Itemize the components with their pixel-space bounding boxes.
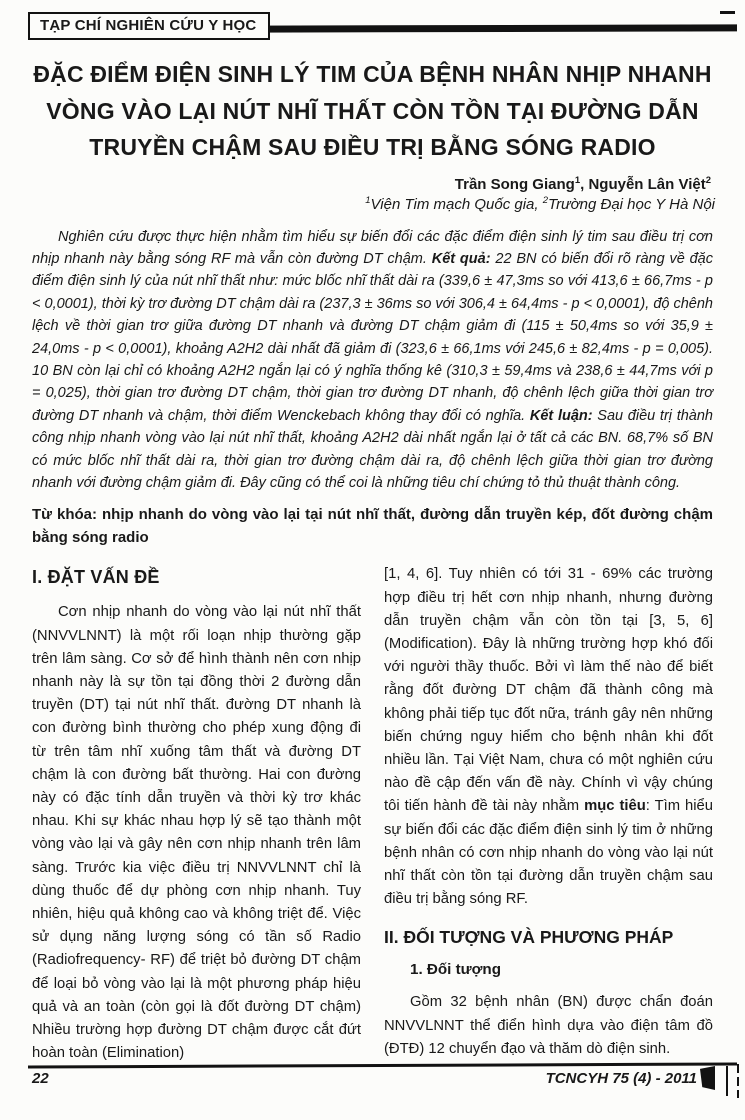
- affiliation-line: [30, 196, 715, 213]
- article-title: [30, 56, 715, 166]
- scan-artifact-edge-mark-2: [737, 1064, 740, 1098]
- affiliation-1: Viện Tim mạch Quốc gia,: [370, 195, 543, 213]
- author-2: Nguyễn Lân Việt: [588, 175, 706, 193]
- affiliation-1-superscript: 1: [365, 194, 371, 206]
- section-2-heading: II. ĐỐI TƯỢNG VÀ PHƯƠNG PHÁP: [384, 927, 674, 948]
- section-2-subheading-1: 1. Đối tượng: [410, 961, 501, 979]
- author-2-superscript: 2: [705, 174, 711, 186]
- page-number: 22: [32, 1070, 49, 1087]
- abstract-conclusion: Sau điều trị thành công nhịp nhanh vòng vào lại nút nhĩ thất, khoảng A2H2 dài nhất ngắn lại ở tất cả các BN. 68,7% số BN có mức blốc nhĩ thất dài ra, thời gian trơ đường chậm dài ra, độ chênh lệch giữa thời gian trơ đường nhanh với đường chậm giảm đi. Đây cũng có thể coi là những tiêu chí chứng tỏ thủ thuật thành công.: [32, 407, 713, 491]
- author-1-superscript: 1: [574, 174, 581, 186]
- abstract-paragraph: [32, 226, 713, 495]
- affiliation-2-superscript: 2: [542, 194, 549, 206]
- masthead: [0, 0, 745, 48]
- author-1: Trần Song Giang: [454, 175, 575, 193]
- affiliation-2: Trường Đại học Y Hà Nội: [548, 195, 715, 213]
- section-1-continuation: [384, 563, 713, 911]
- left-column: [32, 563, 361, 1065]
- keywords-label: Từ khóa:: [32, 506, 98, 524]
- journal-reference: TCNCYH 75 (4) - 2011: [545, 1070, 697, 1087]
- corner-scan-mark: [720, 11, 735, 14]
- section-1-continuation-text-1: [1, 4, 6]. Tuy nhiên có tới 31 - 69% các trường hợp điều trị hết cơn nhịp nhanh, nhưng đường dẫn truyền chậm vẫn còn tồn tại [3, 5, 6] (Modification). Đây là những trường hợp khó đối với người thầy thuốc. Bởi vì làm thế nào để biết rằng đốt đường DT chậm đã thành công mà không phải tiếp tục đốt nữa, tránh gây nên những biến chứng nguy hiểm cho bệnh nhân khi đốt nhiều lần. Tại Việt Nam, chưa có một nghiên cứu nào đề cập đến vấn đề này. Chính vì vậy chúng tôi tiến hành đề tài này nhằm: [384, 566, 713, 815]
- abstract-results: 22 BN có biến đổi rõ ràng về đặc điểm điện sinh lý của nút nhĩ thất như: mức blốc nhĩ thất dài ra (339,6 ± 47,3ms so với 413,6 ± 66,7ms - p < 0,0001), thời kỳ trơ đường DT chậm dài ra (237,3 ± 36ms so với 306,4 ± 64,4ms - p < 0,0001), độ chênh lệch về thời gian trơ giữa đường DT nhanh và đường DT chậm giảm đi (115 ± 50,4ms so với 35,9 ± 24,0ms - p < 0,0001), khoảng A2H2 dài nhất đã giảm đi (323,6 ± 66,1ms với 245,6 ± 82,4ms - p = 0,005). 10 BN còn lại chỉ có khoảng A2H2 ngắn lại có ý nghĩa thống kê (310,3 ± 59,4ms và 238,6 ± 44,7ms với p = 0,025), thời gian trơ đường DT chậm, thời gian trơ đường DT nhanh, độ chênh lệch giữa thời gian trơ đường DT nhanh và chậm, thời điểm Wenckebach không thay đổi có nghĩa.: [32, 250, 713, 424]
- abstract-conclusion-label: Kết luận:: [529, 407, 593, 424]
- abstract-results-label: Kết quả:: [431, 250, 491, 267]
- title-line-2: VÒNG VÀO LẠI NÚT NHĨ THẤT CÒN TỒN TẠI ĐƯỜNG DẪN: [46, 97, 699, 124]
- scan-artifact-blob: [700, 1066, 715, 1090]
- objective-label: mục tiêu: [584, 798, 646, 815]
- section-2-paragraph: Gồm 32 bệnh nhân (BN) được chẩn đoán NNVVLNNT thể điển hình dựa vào điện tâm đồ (ĐTĐ) 12 chuyển đạo và thăm dò điện sinh.: [384, 994, 713, 1057]
- journal-name: TẠP CHÍ NGHIÊN CỨU Y HỌC: [40, 17, 257, 34]
- scan-artifact-edge-mark-1: [726, 1066, 729, 1096]
- authors-separator: ,: [580, 175, 589, 193]
- keywords-paragraph: [32, 503, 713, 549]
- journal-name-box: [28, 12, 270, 40]
- header-rule: [250, 24, 737, 32]
- title-line-3: TRUYỀN CHẬM SAU ĐIỀU TRỊ BẰNG SÓNG RADIO: [89, 134, 656, 160]
- keywords-text: nhịp nhanh do vòng vào lại tại nút nhĩ thất, đường dẫn truyền kép, đốt đường chậm bằng sóng radio: [32, 506, 713, 547]
- right-column: [384, 563, 713, 1061]
- section-1-heading: I. ĐẶT VẤN ĐỀ: [32, 567, 160, 588]
- abstract-intro: Nghiên cứu được thực hiện nhằm tìm hiểu sự biến đổi các đặc điểm điện sinh lý tim sau điều trị cơn nhịp nhanh này bằng sóng RF mà vẫn còn đường DT chậm.: [32, 228, 713, 267]
- section-1-continuation-text-2: : Tìm hiểu sự biến đổi các đặc điểm điện sinh lý tim ở những bệnh nhân có cơn nhịp nhanh do vòng vào lại nút nhĩ thất còn tồn tại đường dẫn truyền chậm sau điều trị bằng sóng RF.: [384, 798, 713, 908]
- title-line-1: ĐẶC ĐIỂM ĐIỆN SINH LÝ TIM CỦA BỆNH NHÂN NHỊP NHANH: [33, 61, 712, 87]
- authors-line: [34, 176, 711, 193]
- body-columns: [32, 563, 713, 1065]
- section-1-paragraph: Cơn nhịp nhanh do vòng vào lại nút nhĩ thất (NNVVLNNT) là một rối loạn nhịp thường gặp trên lâm sàng. Cơ sở để hình thành nên cơn nhịp nhanh này là sự tồn tại đồng thời 2 đường dẫn truyền (DT) tại nút nhĩ thất. đường DT nhanh là con đường bình thường cho phép xung động đi từ trên tâm nhĩ xuống tâm thất và đường DT chậm là con đường bất thường. Hai con đường này có đặc tính dẫn truyền và thời kỳ trơ khác nhau. Khi sự khác nhau hợp lý sẽ tạo thành một vòng vào lại và gây nên cơn nhịp nhanh trên lâm sàng. Trước kia việc điều trị NNVVLNNT chỉ là dùng thuốc để dự phòng cơn nhịp nhanh. Tuy nhiên, hiệu quả không cao và không triệt để. Việc sử dụng năng lượng sóng có tần số Radio (Radiofrequency- RF) để triệt bỏ đường DT chậm để loại bỏ vòng vào lại là một phương pháp hiệu quả và an toàn (còn gọi là đốt đường DT chậm) Nhiều trường hợp đường DT chậm được cắt đứt hoàn toàn (Elimination): [32, 604, 361, 1062]
